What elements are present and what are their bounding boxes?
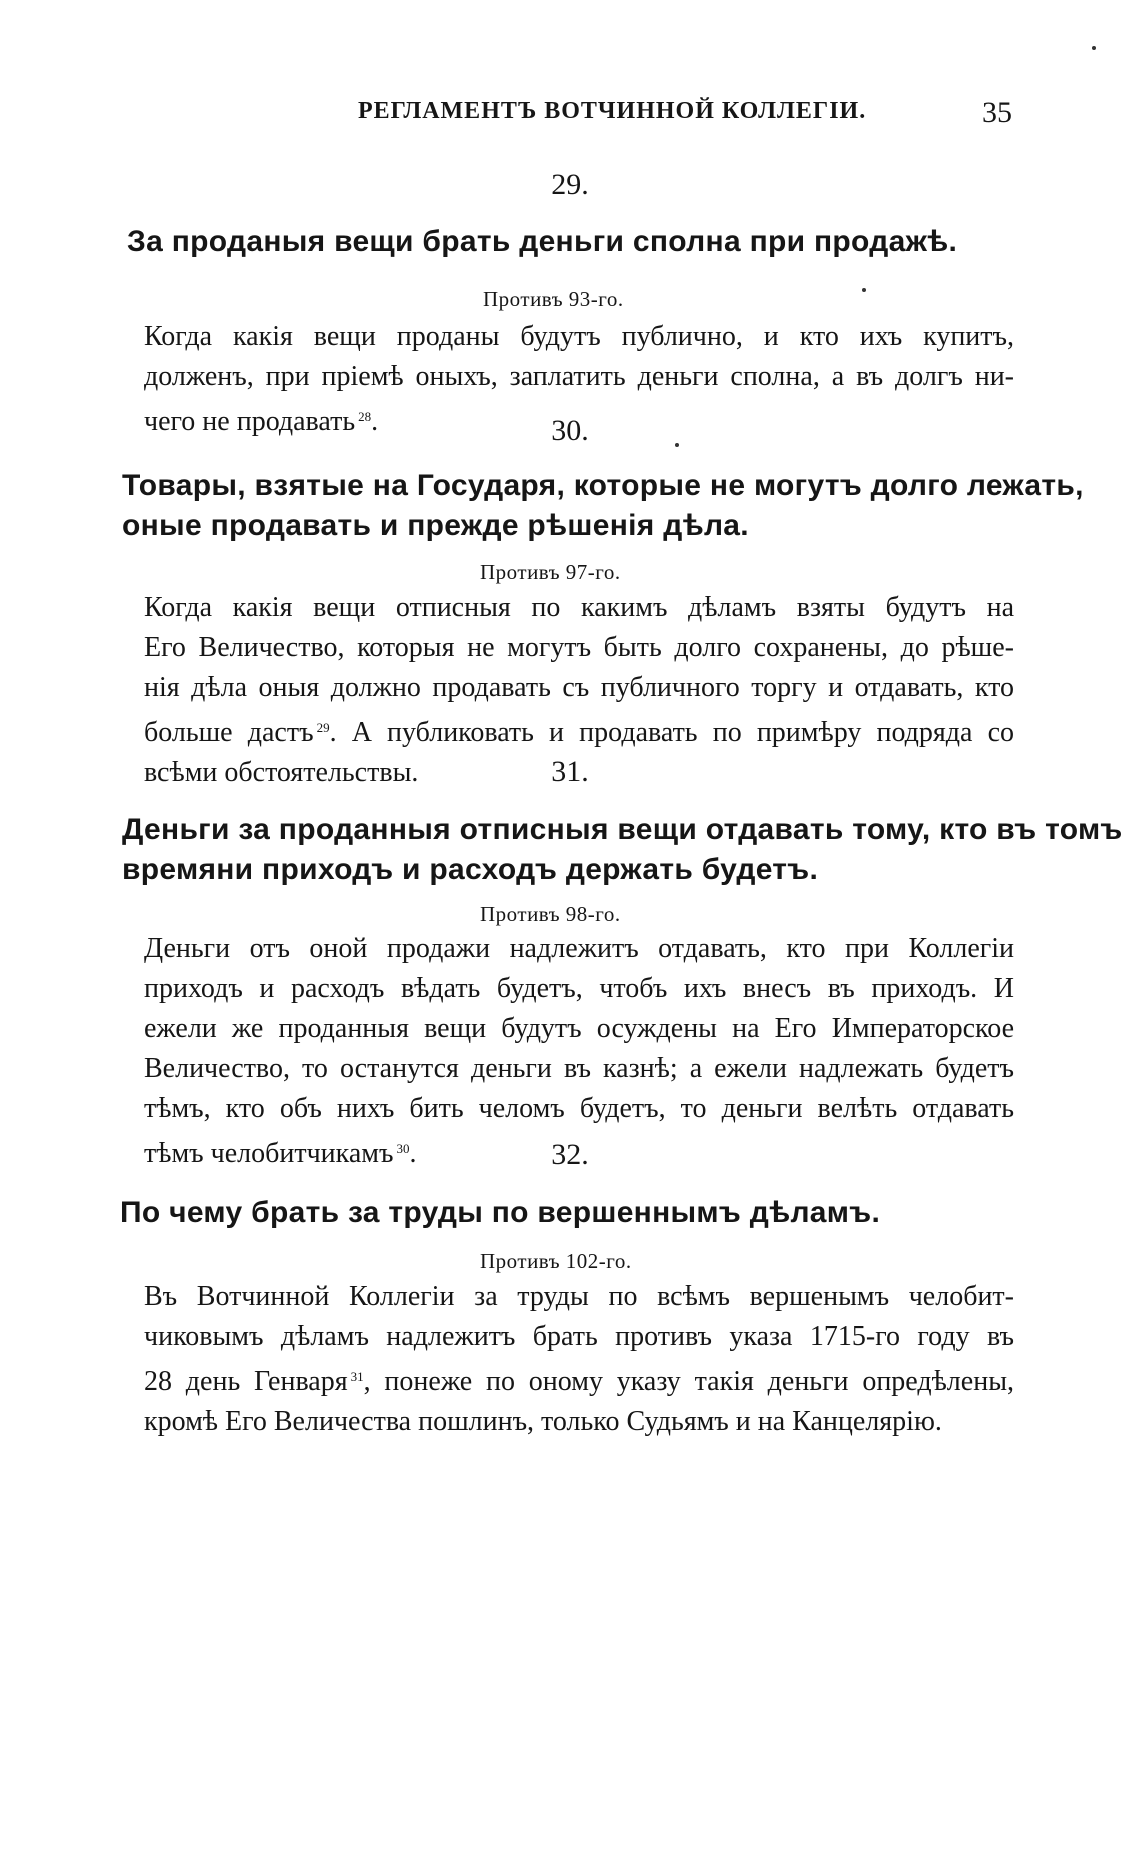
- body-line: чего не продавать $^{28}$.: [144, 406, 379, 437]
- page-number: 35: [982, 96, 1012, 129]
- body-line: ежели же проданныя вещи будутъ осуждены на Его Императорское: [144, 1013, 1014, 1044]
- body-line: Когда какія вещи отписныя по какимъ дѣламъ взяты будутъ на: [144, 592, 1014, 623]
- body-line: Когда какія вещи проданы будутъ публично, и кто ихъ купитъ,: [144, 321, 1014, 352]
- body-line: Величество, то останутся деньги въ казнѣ; а ежели надлежать будетъ: [144, 1053, 1014, 1084]
- body-text: тѣмъ челобитчикамъ: [144, 1138, 394, 1169]
- body-line: тѣмъ, кто объ нихъ бить челомъ будетъ, то деньги велѣть отдавать: [144, 1093, 1014, 1124]
- article-number-32: 32.: [551, 1138, 589, 1171]
- body-text: чего не продавать: [144, 406, 356, 437]
- article-number-30: 30.: [551, 414, 589, 447]
- article-body-32: [144, 1277, 1014, 1442]
- print-speck: [675, 443, 679, 447]
- print-speck: [862, 288, 866, 292]
- body-line: тѣмъ челобитчикамъ $^{30}$.: [144, 1138, 417, 1169]
- reference-32: Противъ 102-го.: [480, 1249, 632, 1273]
- body-text: понеже по оному указу такія деньги опредѣлены,: [384, 1366, 1015, 1397]
- footnote-marker: 28: [358, 409, 372, 424]
- reference-30: Противъ 97-го.: [480, 560, 621, 584]
- article-number-29: 29.: [551, 168, 589, 201]
- body-text: 28 день Генваря: [144, 1366, 348, 1397]
- body-line: Его Величество, которыя не могутъ быть долго сохранены, до рѣше-: [144, 632, 1014, 663]
- article-title-29: [127, 222, 957, 262]
- footnote-marker: 30: [396, 1141, 410, 1156]
- body-line: Въ Вотчинной Коллегіи за труды по всѣмъ вершенымъ челобит-: [144, 1281, 1014, 1312]
- body-line: Деньги отъ оной продажи надлежитъ отдавать, кто при Коллегіи: [144, 933, 1014, 964]
- article-title-32: [120, 1193, 880, 1233]
- article-title-line: времяни приходъ и расходъ держать будетъ.: [122, 853, 819, 886]
- article-title-30: [122, 466, 1084, 546]
- body-line: долженъ, при пріемѣ оныхъ, заплатить деньги сполна, а въ долгъ ни-: [144, 361, 1014, 392]
- body-text: больше дастъ: [144, 717, 314, 748]
- article-title-line: Товары, взятые на Государя, которые не могутъ долго лежать,: [122, 469, 1084, 502]
- article-number-31: 31.: [551, 755, 589, 788]
- body-line: больше дастъ $^{29}$. А публиковать и продавать по примѣру подряда со: [144, 717, 1015, 748]
- body-text: А публиковать и продавать по примѣру подряда со: [351, 717, 1015, 748]
- reference-29: Противъ 93-го.: [483, 287, 624, 311]
- article-title-31: [122, 810, 1123, 890]
- article-title-line: Деньги за проданныя отписныя вещи отдавать тому, кто въ томъ: [122, 813, 1123, 846]
- body-line: 28 день Генваря $^{31}$, понеже по оному указу такія деньги опредѣлены,: [144, 1366, 1015, 1397]
- body-line: кромѣ Его Величества пошлинъ, только Судьямъ и на Канцелярію.: [144, 1406, 942, 1437]
- body-line: нія дѣла оныя должно продавать съ публичного торгу и отдавать, кто: [144, 672, 1014, 703]
- article-title-line: оные продавать и прежде рѣшенія дѣла.: [122, 509, 749, 542]
- article-title-line: По чему брать за труды по вершеннымъ дѣламъ.: [120, 1196, 881, 1229]
- body-line: чиковымъ дѣламъ надлежитъ брать противъ указа 1715-го году въ: [144, 1321, 1014, 1352]
- article-title-line: За проданыя вещи брать деньги сполна при продажѣ.: [127, 225, 958, 258]
- body-line: приходъ и расходъ вѣдать будетъ, чтобъ ихъ внесъ въ приходъ. И: [144, 973, 1014, 1004]
- reference-31: Противъ 98-го.: [480, 902, 621, 926]
- footnote-marker: 29: [316, 720, 330, 735]
- body-line: всѣми обстоятельствы.: [144, 757, 419, 788]
- footnote-marker: 31: [350, 1369, 364, 1384]
- print-speck: [1092, 46, 1096, 50]
- running-header: РЕГЛАМЕНТЪ ВОТЧИННОЙ КОЛЛЕГІИ.: [358, 98, 867, 124]
